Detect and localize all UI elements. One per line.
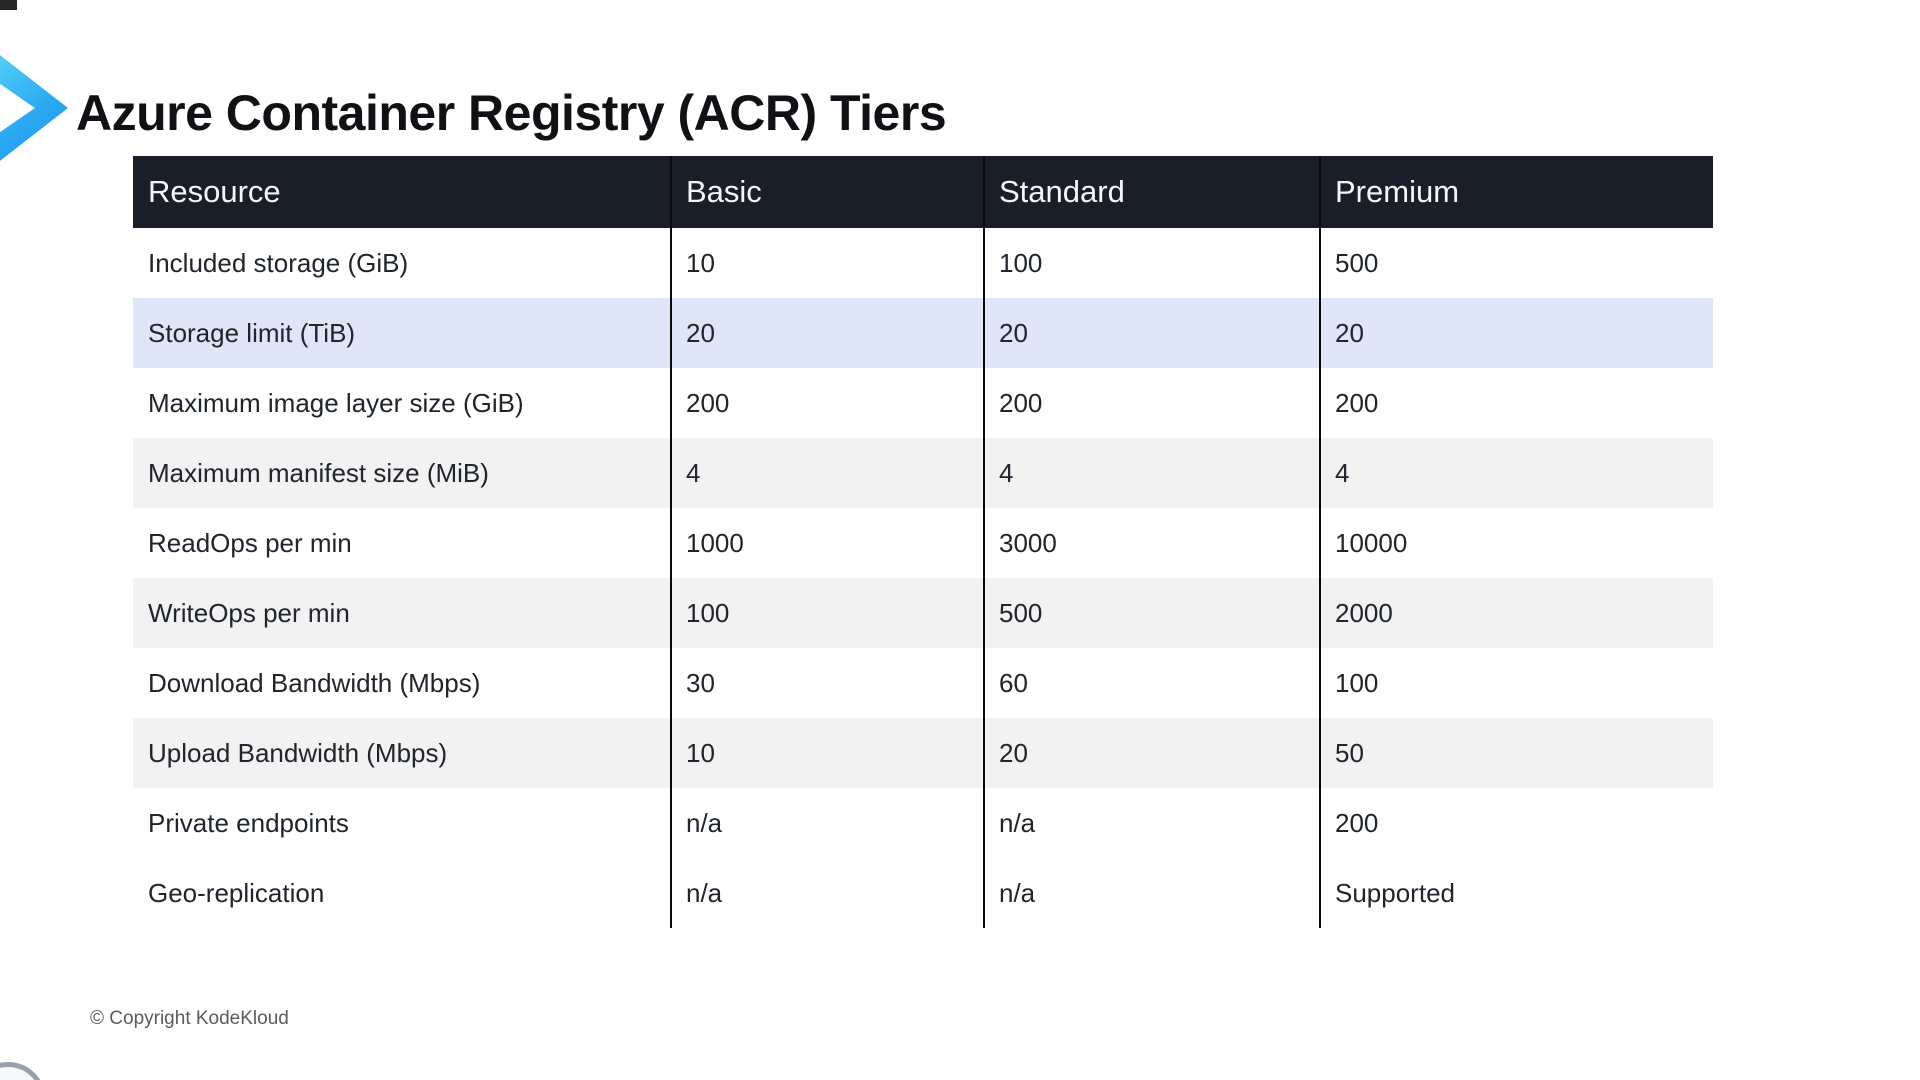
column-divider — [983, 156, 985, 928]
row-label: Geo-replication — [148, 877, 325, 908]
cell-premium: 4 — [1335, 457, 1350, 488]
cell-premium: 500 — [1335, 247, 1379, 278]
corner-mark — [0, 0, 17, 10]
table-header-row — [133, 156, 1713, 228]
copyright-text: © Copyright KodeKloud — [90, 1008, 289, 1029]
cell-basic: 200 — [686, 387, 730, 418]
cell-standard: 4 — [999, 457, 1014, 488]
table-row — [133, 578, 1713, 648]
row-label: Download Bandwidth (Mbps) — [148, 667, 481, 698]
cell-standard: 20 — [999, 737, 1028, 768]
row-label: Maximum manifest size (MiB) — [148, 457, 489, 488]
page-title: Azure Container Registry (ACR) Tiers — [76, 85, 947, 141]
column-header-premium: Premium — [1335, 174, 1460, 209]
cell-standard: 200 — [999, 387, 1043, 418]
table-row — [133, 788, 1713, 858]
column-divider — [670, 156, 672, 928]
table-row — [133, 368, 1713, 438]
table-row-highlighted — [133, 298, 1713, 368]
table-row — [133, 438, 1713, 508]
cell-standard: 20 — [999, 317, 1028, 348]
cell-basic: 20 — [686, 317, 715, 348]
cell-basic: n/a — [686, 877, 723, 908]
cell-standard: 500 — [999, 597, 1043, 628]
cell-basic: 100 — [686, 597, 730, 628]
cell-premium: 100 — [1335, 667, 1379, 698]
bottom-left-circle — [0, 1062, 46, 1080]
cell-basic: 10 — [686, 247, 715, 278]
table-row — [133, 718, 1713, 788]
cell-premium: 200 — [1335, 807, 1379, 838]
cell-basic: n/a — [686, 807, 723, 838]
cell-standard: 100 — [999, 247, 1043, 278]
table-row — [133, 228, 1713, 298]
cell-premium: 20 — [1335, 317, 1364, 348]
row-label: WriteOps per min — [148, 597, 350, 628]
cell-standard: 60 — [999, 667, 1028, 698]
cell-basic: 4 — [686, 457, 701, 488]
cell-standard: 3000 — [999, 527, 1057, 558]
cell-standard: n/a — [999, 807, 1036, 838]
row-label: Private endpoints — [148, 807, 349, 838]
column-divider — [1319, 156, 1321, 928]
row-label: Upload Bandwidth (Mbps) — [148, 737, 448, 768]
cell-premium: 10000 — [1335, 527, 1408, 558]
cell-premium: 200 — [1335, 387, 1379, 418]
cell-standard: n/a — [999, 877, 1036, 908]
cell-premium: Supported — [1335, 877, 1455, 908]
table-row — [133, 858, 1713, 928]
cell-premium: 2000 — [1335, 597, 1393, 628]
acr-tiers-table — [133, 156, 1713, 928]
column-header-resource: Resource — [148, 174, 281, 209]
chevron-right-icon — [0, 52, 68, 164]
row-label: Maximum image layer size (GiB) — [148, 387, 524, 418]
column-header-standard: Standard — [999, 174, 1125, 209]
row-label: ReadOps per min — [148, 527, 352, 558]
table-row — [133, 648, 1713, 718]
column-header-basic: Basic — [686, 174, 762, 209]
cell-premium: 50 — [1335, 737, 1364, 768]
cell-basic: 30 — [686, 667, 715, 698]
row-label: Included storage (GiB) — [148, 247, 409, 278]
table-row — [133, 508, 1713, 578]
cell-basic: 1000 — [686, 527, 744, 558]
row-label: Storage limit (TiB) — [148, 317, 356, 348]
cell-basic: 10 — [686, 737, 715, 768]
